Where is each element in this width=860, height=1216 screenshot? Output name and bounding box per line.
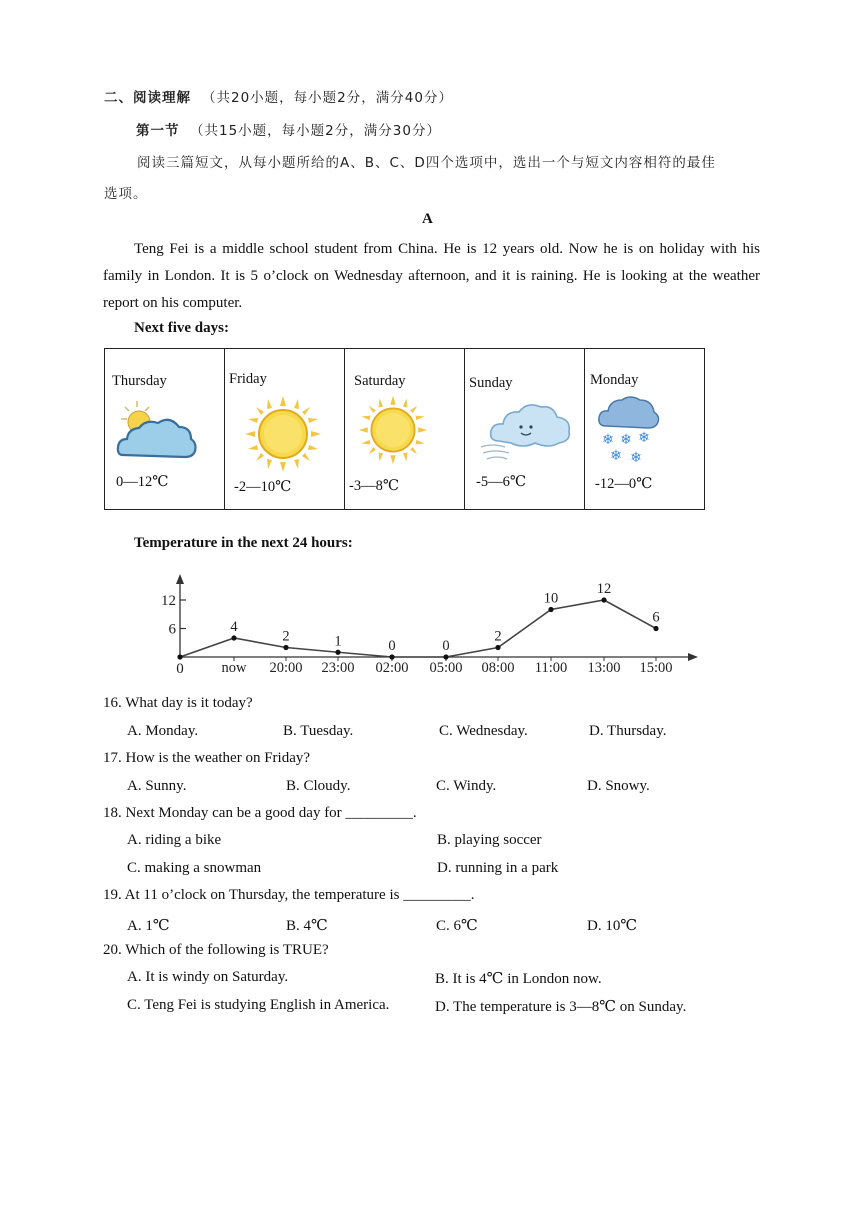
- y-tick-label: 6: [168, 621, 176, 638]
- answer-option[interactable]: C. Wednesday.: [439, 723, 528, 739]
- data-point: [177, 654, 182, 659]
- answer-option[interactable]: D. Thursday.: [589, 723, 667, 739]
- data-point: [389, 654, 394, 659]
- data-point: [443, 654, 448, 659]
- x-tick-label: 05:00: [429, 660, 463, 676]
- instruction-line-2: 选项。: [104, 186, 148, 202]
- answer-option[interactable]: B. Cloudy.: [286, 778, 351, 794]
- forecast-cell-monday: [585, 349, 704, 509]
- x-tick-label: 20:00: [269, 660, 303, 676]
- y-axis-arrow: [176, 574, 184, 584]
- answer-option[interactable]: C. Windy.: [436, 778, 497, 794]
- data-label: 12: [596, 581, 612, 597]
- question-18: 18. Next Monday can be a good day for _________.: [103, 805, 417, 821]
- answer-option[interactable]: B. 4℃: [286, 918, 328, 934]
- windy-cloud-icon: [479, 397, 575, 470]
- forecast-cell-sunday: [465, 349, 585, 509]
- snow-icon: [596, 394, 660, 471]
- y-tick-label: 12: [161, 593, 176, 609]
- forecast-day: Friday: [229, 371, 267, 387]
- part-heading: 第一节: [136, 123, 180, 139]
- answer-option[interactable]: B. It is 4℃ in London now.: [435, 971, 602, 987]
- data-point: [601, 597, 606, 602]
- answer-option[interactable]: D. running in a park: [437, 860, 559, 876]
- data-point: [495, 645, 500, 650]
- svg-text:❄: ❄: [602, 432, 614, 448]
- answer-option[interactable]: B. playing soccer: [437, 832, 542, 848]
- forecast-table: [104, 348, 705, 510]
- answer-option[interactable]: D. Snowy.: [587, 778, 650, 794]
- sun-icon: [357, 394, 429, 471]
- section-heading-note: （共20小题，每小题2分，满分40分）: [202, 90, 453, 106]
- forecast-title: Next five days:: [134, 320, 229, 336]
- data-point: [335, 650, 340, 655]
- question-19: 19. At 11 o’clock on Thursday, the temperature is _________.: [103, 887, 475, 903]
- data-label: 2: [494, 628, 502, 645]
- answer-option[interactable]: C. 6℃: [436, 918, 478, 934]
- answer-option[interactable]: A. Sunny.: [127, 778, 187, 794]
- data-label: 0: [442, 638, 450, 654]
- data-label: 0: [388, 638, 396, 654]
- forecast-day: Sunday: [469, 375, 513, 391]
- data-point: [283, 645, 288, 650]
- question-20: 20. Which of the following is TRUE?: [103, 942, 329, 958]
- answer-option[interactable]: C. making a snowman: [127, 860, 262, 876]
- origin-label: 0: [176, 661, 184, 677]
- answer-option[interactable]: A. 1℃: [127, 918, 170, 934]
- forecast-cell-saturday: [345, 349, 465, 509]
- answer-option[interactable]: C. Teng Fei is studying English in America.: [127, 997, 390, 1013]
- temperature-line: [180, 600, 656, 657]
- svg-text:❄: ❄: [620, 432, 632, 448]
- question-16: 16. What day is it today?: [103, 695, 253, 711]
- x-tick-label: now: [221, 660, 247, 676]
- svg-text:❄: ❄: [610, 448, 622, 464]
- svg-text:❄: ❄: [638, 430, 650, 446]
- x-axis-arrow: [688, 653, 698, 661]
- passage-label: A: [422, 211, 433, 227]
- sun-icon: [243, 394, 323, 479]
- data-label: 1: [334, 633, 342, 650]
- instruction-line-1: 阅读三篇短文，从每小题所给的A、B、C、D四个选项中，选出一个与短文内容相符的最佳: [137, 155, 716, 171]
- data-label: 4: [230, 619, 238, 635]
- answer-option[interactable]: A. Monday.: [127, 723, 199, 739]
- forecast-temp: -12—0℃: [595, 476, 653, 492]
- data-label: 2: [282, 628, 290, 645]
- x-tick-label: 13:00: [587, 660, 621, 676]
- data-point: [653, 626, 658, 631]
- part-heading-note: （共15小题，每小题2分，满分30分）: [190, 123, 441, 139]
- forecast-cell-friday: [225, 349, 345, 509]
- data-label: 10: [543, 590, 559, 607]
- passage-text: Teng Fei is a middle school student from China. He is 12 years old. Now he is on holiday with his family in London. It is 5 o’clock on Wednesday afternoon, and it is raining. He is looking at the weather report on his computer.: [103, 241, 760, 311]
- answer-option[interactable]: A. riding a bike: [127, 832, 222, 848]
- data-label: 6: [652, 609, 660, 626]
- forecast-temp: -5—6℃: [476, 474, 527, 490]
- forecast-day: Saturday: [354, 373, 406, 389]
- x-tick-label: 23:00: [321, 660, 355, 676]
- x-tick-label: 08:00: [481, 660, 515, 676]
- forecast-cell-thursday: [105, 349, 225, 509]
- forecast-temp: -3—8℃: [349, 478, 400, 494]
- answer-option[interactable]: A. It is windy on Saturday.: [127, 969, 289, 985]
- forecast-day: Thursday: [112, 373, 167, 389]
- chart-title: Temperature in the next 24 hours:: [134, 535, 353, 551]
- x-tick-label: 11:00: [534, 660, 568, 676]
- answer-option[interactable]: B. Tuesday.: [283, 723, 354, 739]
- forecast-day: Monday: [590, 372, 639, 388]
- question-17: 17. How is the weather on Friday?: [103, 750, 311, 766]
- svg-text:❄: ❄: [630, 450, 642, 466]
- forecast-temp: 0—12℃: [116, 474, 169, 490]
- forecast-temp: -2—10℃: [234, 479, 292, 495]
- section-heading: 二、阅读理解: [104, 90, 191, 106]
- temperature-chart: [160, 570, 710, 685]
- x-tick-label: 15:00: [639, 660, 673, 676]
- x-tick-label: 02:00: [375, 660, 409, 676]
- answer-option[interactable]: D. 10℃: [587, 918, 638, 934]
- data-point: [231, 635, 236, 640]
- partly-cloudy-icon: [115, 397, 197, 468]
- data-point: [548, 607, 553, 612]
- answer-option[interactable]: D. The temperature is 3—8℃ on Sunday.: [435, 999, 687, 1015]
